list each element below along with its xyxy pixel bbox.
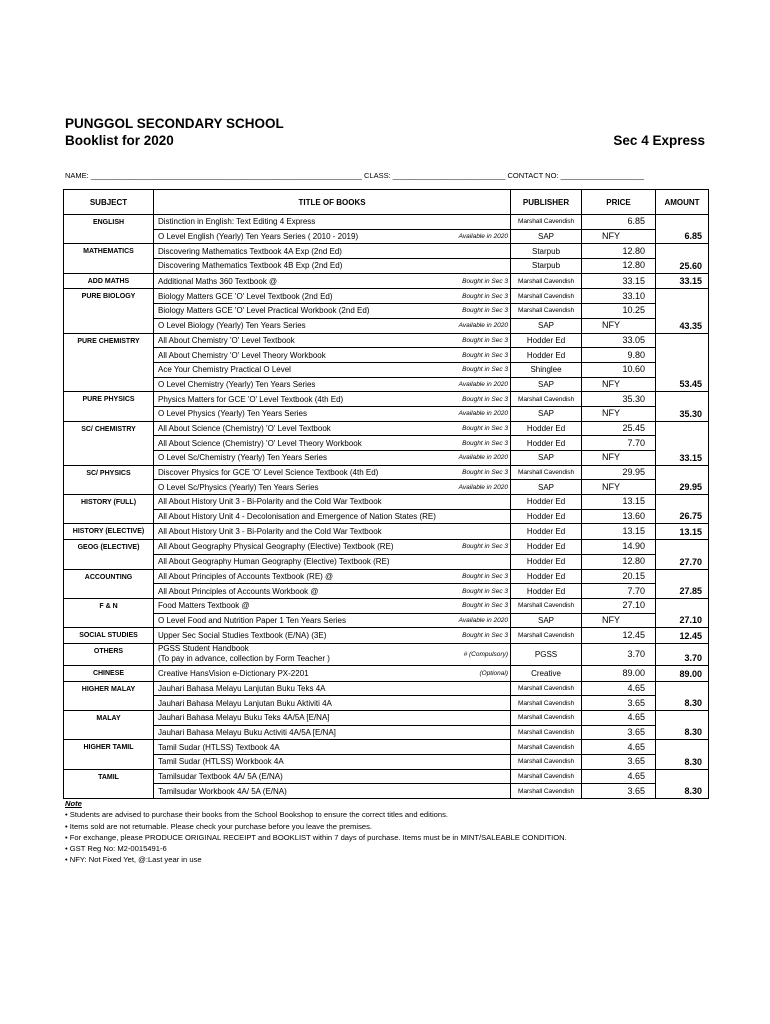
availability-note: (Optional): [441, 665, 511, 681]
subject-cell: ADD MATHS: [64, 273, 154, 289]
book-title: O Level Sc/Chemistry (Yearly) Ten Years Series: [154, 451, 441, 466]
amount-cell: 6.85: [656, 215, 709, 244]
price-cell: [582, 725, 656, 740]
price-cell: [582, 229, 656, 244]
price-value: NFY: [602, 452, 621, 463]
availability-note: [441, 711, 511, 726]
amount-cell: 8.30: [656, 769, 709, 798]
publisher-cell: Marshall Cavendish: [511, 304, 582, 319]
table-row: [64, 229, 709, 244]
table-row: [64, 524, 709, 540]
amount-cell: 8.30: [656, 681, 709, 710]
publisher-cell: SAP: [511, 406, 582, 421]
price-cell: [582, 681, 656, 696]
price-cell: [582, 569, 656, 584]
availability-note: [441, 755, 511, 770]
table-header-row: [64, 190, 709, 215]
table-row: [64, 628, 709, 644]
subject-cell: TAMIL: [64, 769, 154, 798]
publisher-cell: Marshall Cavendish: [511, 273, 582, 289]
publisher-cell: Marshall Cavendish: [511, 784, 582, 799]
book-title: O Level Food and Nutrition Paper 1 Ten Years Series: [154, 613, 441, 628]
table-row: [64, 244, 709, 259]
availability-note: [441, 509, 511, 524]
price-cell: [582, 784, 656, 799]
header-title: TITLE OF BOOKS: [154, 190, 511, 215]
availability-note: [441, 769, 511, 784]
availability-note: # (Compulsory): [441, 643, 511, 665]
table-row: [64, 451, 709, 466]
price-cell: [582, 289, 656, 304]
publisher-cell: Marshall Cavendish: [511, 681, 582, 696]
price-value: 12.80: [622, 260, 646, 271]
price-cell: [582, 333, 656, 348]
book-title: Tamilsudar Workbook 4A/ 5A (E/NA): [154, 784, 441, 799]
price-cell: [582, 628, 656, 644]
table-row: [64, 273, 709, 289]
price-value: NFY: [602, 408, 621, 419]
price-value: 10.60: [622, 364, 646, 375]
subject-cell: HIGHER TAMIL: [64, 740, 154, 769]
price-cell: [582, 244, 656, 259]
book-title: All About Principles of Accounts Workbook @: [154, 584, 441, 599]
book-title: All About Geography Physical Geography (Elective) Textbook (RE): [154, 540, 441, 555]
price-cell: [582, 362, 656, 377]
book-title: Tamil Sudar (HTLSS) Textbook 4A: [154, 740, 441, 755]
subject-cell: PURE BIOLOGY: [64, 289, 154, 333]
book-title: Discover Physics for GCE 'O' Level Science Textbook (4th Ed): [154, 465, 441, 480]
price-cell: [582, 318, 656, 333]
price-cell: [582, 304, 656, 319]
table-row: [64, 696, 709, 711]
price-value: 4.65: [627, 712, 646, 723]
subject-cell: PURE PHYSICS: [64, 392, 154, 421]
book-title-note-line: (To pay in advance, collection by Form Teacher ): [158, 654, 330, 664]
availability-note: [441, 696, 511, 711]
availability-note: Bought in Sec 3: [441, 421, 511, 436]
amount-cell: 26.75: [656, 495, 709, 524]
table-row: [64, 784, 709, 799]
publisher-cell: SAP: [511, 318, 582, 333]
price-value: 3.65: [627, 756, 646, 767]
price-value: 29.95: [622, 467, 646, 478]
table-row: [64, 755, 709, 770]
table-row: [64, 613, 709, 628]
publisher-cell: Marshall Cavendish: [511, 598, 582, 613]
price-value: 12.45: [622, 630, 646, 641]
publisher-cell: Hodder Ed: [511, 436, 582, 451]
book-title: Jauhari Bahasa Melayu Buku Activiti 4A/5A [E/NA]: [154, 725, 441, 740]
availability-note: Available in 2020: [441, 406, 511, 421]
price-value: 13.15: [622, 526, 646, 537]
price-cell: [582, 259, 656, 274]
table-row: [64, 495, 709, 510]
publisher-cell: Hodder Ed: [511, 554, 582, 569]
publisher-cell: Marshall Cavendish: [511, 725, 582, 740]
price-cell: [582, 465, 656, 480]
publisher-cell: Marshall Cavendish: [511, 711, 582, 726]
publisher-cell: SAP: [511, 377, 582, 392]
price-value: 14.90: [622, 541, 646, 552]
book-title: O Level Biology (Yearly) Ten Years Series: [154, 318, 441, 333]
availability-note: Available in 2020: [441, 318, 511, 333]
price-value: 33.10: [622, 290, 646, 301]
availability-note: Bought in Sec 3: [441, 436, 511, 451]
publisher-cell: SAP: [511, 229, 582, 244]
price-cell: [582, 755, 656, 770]
price-value: NFY: [602, 320, 621, 331]
publisher-cell: Hodder Ed: [511, 333, 582, 348]
book-title: Additional Maths 360 Textbook @: [154, 273, 441, 289]
publisher-cell: SAP: [511, 613, 582, 628]
publisher-cell: Marshall Cavendish: [511, 628, 582, 644]
amount-cell: 27.70: [656, 540, 709, 569]
price-cell: [582, 348, 656, 363]
price-cell: [582, 495, 656, 510]
book-title: Upper Sec Social Studies Textbook (E/NA) (3E): [154, 628, 441, 644]
note-item: • Students are advised to purchase their books from the School Bookshop to ensure the correct titles and editions.: [65, 810, 448, 820]
publisher-cell: Hodder Ed: [511, 421, 582, 436]
book-title: Tamil Sudar (HTLSS) Workbook 4A: [154, 755, 441, 770]
header-price: PRICE: [582, 190, 656, 215]
price-cell: [582, 406, 656, 421]
table-row: [64, 480, 709, 495]
subject-cell: MATHEMATICS: [64, 244, 154, 273]
publisher-cell: SAP: [511, 480, 582, 495]
amount-cell: 13.15: [656, 524, 709, 540]
price-value: NFY: [602, 378, 621, 389]
availability-note: Available in 2020: [441, 229, 511, 244]
table-row: [64, 540, 709, 555]
price-cell: [582, 554, 656, 569]
price-cell: [582, 740, 656, 755]
price-value: NFY: [602, 481, 621, 492]
subject-cell: SOCIAL STUDIES: [64, 628, 154, 644]
book-title: All About Geography Human Geography (Elective) Textbook (RE): [154, 554, 441, 569]
publisher-cell: Shinglee: [511, 362, 582, 377]
publisher-cell: Hodder Ed: [511, 348, 582, 363]
publisher-cell: Hodder Ed: [511, 524, 582, 540]
subject-cell: HIGHER MALAY: [64, 681, 154, 710]
availability-note: Available in 2020: [441, 377, 511, 392]
book-title: Ace Your Chemistry Practical O Level: [154, 362, 441, 377]
price-value: 89.00: [622, 667, 646, 678]
publisher-cell: Starpub: [511, 244, 582, 259]
price-cell: [582, 696, 656, 711]
amount-cell: 27.10: [656, 598, 709, 627]
book-title: Jauhari Bahasa Melayu Lanjutan Buku Teks 4A: [154, 681, 441, 696]
price-value: 13.15: [622, 496, 646, 507]
price-value: 3.65: [627, 785, 646, 796]
table-row: [64, 333, 709, 348]
price-value: 10.25: [622, 305, 646, 316]
publisher-cell: PGSS: [511, 643, 582, 665]
notes-section: [65, 798, 567, 866]
publisher-cell: Hodder Ed: [511, 509, 582, 524]
table-row: [64, 318, 709, 333]
table-body: [64, 215, 709, 799]
publisher-cell: Hodder Ed: [511, 495, 582, 510]
availability-note: Bought in Sec 3: [441, 392, 511, 407]
book-title: Discovering Mathematics Textbook 4B Exp (2nd Ed): [154, 259, 441, 274]
amount-cell: 43.35: [656, 289, 709, 333]
book-title: Food Matters Textbook @: [154, 598, 441, 613]
availability-note: Bought in Sec 3: [441, 289, 511, 304]
price-value: 9.80: [627, 349, 646, 360]
price-value: 25.45: [622, 422, 646, 433]
price-cell: [582, 643, 656, 665]
book-title: Creative HansVision e-Dictionary PX-2201: [154, 665, 441, 681]
availability-note: [441, 244, 511, 259]
price-value: 33.15: [622, 275, 646, 286]
book-title: All About History Unit 3 - Bi-Polarity and the Cold War Textbook: [154, 524, 441, 540]
table-row: [64, 406, 709, 421]
table-row: [64, 740, 709, 755]
availability-note: [441, 259, 511, 274]
table-row: [64, 725, 709, 740]
amount-cell: 8.30: [656, 711, 709, 740]
note-item: • GST Reg No: M2-0015491-6: [65, 844, 167, 854]
publisher-cell: Creative: [511, 665, 582, 681]
subject-cell: GEOG (ELECTIVE): [64, 540, 154, 569]
availability-note: Bought in Sec 3: [441, 333, 511, 348]
amount-cell: 27.85: [656, 569, 709, 598]
booklist-table: [63, 189, 709, 799]
publisher-cell: Hodder Ed: [511, 584, 582, 599]
price-value: 4.65: [627, 771, 646, 782]
price-cell: [582, 273, 656, 289]
table-row: [64, 769, 709, 784]
book-title: O Level Sc/Physics (Yearly) Ten Years Series: [154, 480, 441, 495]
price-value: 7.70: [627, 585, 646, 596]
subject-cell: F & N: [64, 598, 154, 627]
amount-cell: 33.15: [656, 273, 709, 289]
availability-note: Bought in Sec 3: [441, 348, 511, 363]
price-value: 7.70: [627, 437, 646, 448]
amount-cell: 35.30: [656, 392, 709, 421]
subject-cell: CHINESE: [64, 665, 154, 681]
table-row: [64, 377, 709, 392]
price-cell: [582, 377, 656, 392]
book-title: All About Chemistry 'O' Level Theory Workbook: [154, 348, 441, 363]
subject-cell: SC/ PHYSICS: [64, 465, 154, 494]
table-row: [64, 554, 709, 569]
price-value: 35.30: [622, 393, 646, 404]
book-title: Discovering Mathematics Textbook 4A Exp (2nd Ed): [154, 244, 441, 259]
note-item: • NFY: Not Fixed Yet, @:Last year in use: [65, 855, 202, 865]
price-value: 4.65: [627, 682, 646, 693]
availability-note: [441, 784, 511, 799]
price-cell: [582, 392, 656, 407]
amount-cell: 25.60: [656, 244, 709, 273]
table-row: [64, 421, 709, 436]
price-cell: [582, 613, 656, 628]
availability-note: [441, 725, 511, 740]
table-row: [64, 681, 709, 696]
publisher-cell: Starpub: [511, 259, 582, 274]
availability-note: [441, 215, 511, 230]
book-title: Biology Matters GCE 'O' Level Practical Workbook (2nd Ed): [154, 304, 441, 319]
amount-cell: 33.15: [656, 421, 709, 465]
availability-note: Available in 2020: [441, 480, 511, 495]
price-cell: [582, 598, 656, 613]
header-publisher: PUBLISHER: [511, 190, 582, 215]
header-amount: AMOUNT: [656, 190, 709, 215]
book-title: Tamilsudar Textbook 4A/ 5A (E/NA): [154, 769, 441, 784]
book-title: All About Principles of Accounts Textbook (RE) @: [154, 569, 441, 584]
table-row: [64, 584, 709, 599]
price-value: 33.05: [622, 334, 646, 345]
book-title-line: PGSS Student Handbook: [158, 644, 249, 654]
table-row: [64, 304, 709, 319]
school-name: PUNGGOL SECONDARY SCHOOL: [65, 116, 284, 131]
price-value: 3.65: [627, 727, 646, 738]
publisher-cell: Hodder Ed: [511, 569, 582, 584]
availability-note: [441, 524, 511, 540]
availability-note: Bought in Sec 3: [441, 540, 511, 555]
availability-note: Bought in Sec 3: [441, 273, 511, 289]
price-cell: [582, 711, 656, 726]
book-title: O Level English (Yearly) Ten Years Series ( 2010 - 2019): [154, 229, 441, 244]
availability-note: Bought in Sec 3: [441, 598, 511, 613]
price-value: 20.15: [622, 570, 646, 581]
publisher-cell: SAP: [511, 451, 582, 466]
price-cell: [582, 421, 656, 436]
availability-note: Bought in Sec 3: [441, 584, 511, 599]
publisher-cell: Marshall Cavendish: [511, 696, 582, 711]
table-row: [64, 259, 709, 274]
price-cell: [582, 524, 656, 540]
price-cell: [582, 451, 656, 466]
subject-cell: HISTORY (FULL): [64, 495, 154, 524]
notes-heading: Note: [65, 799, 82, 808]
price-cell: [582, 215, 656, 230]
book-title: O Level Physics (Yearly) Ten Years Series: [154, 406, 441, 421]
subject-cell: ENGLISH: [64, 215, 154, 244]
publisher-cell: Marshall Cavendish: [511, 740, 582, 755]
book-title: Distinction in English: Text Editing 4 Express: [154, 215, 441, 230]
note-item: • Items sold are not returnable. Please check your purchase before you leave the premises.: [65, 821, 372, 831]
table-row: [64, 289, 709, 304]
table-row: [64, 711, 709, 726]
table-row: [64, 465, 709, 480]
subject-cell: SC/ CHEMISTRY: [64, 421, 154, 465]
booklist-title: Booklist for 2020: [65, 133, 174, 148]
amount-cell: 53.45: [656, 333, 709, 392]
book-title: [154, 643, 441, 665]
availability-note: [441, 495, 511, 510]
table-row: [64, 215, 709, 230]
book-title: All About History Unit 4 - Decolonisation and Emergence of Nation States (RE): [154, 509, 441, 524]
price-cell: [582, 436, 656, 451]
availability-note: Bought in Sec 3: [441, 304, 511, 319]
table-row: [64, 569, 709, 584]
header-subject: SUBJECT: [64, 190, 154, 215]
table-row: [64, 348, 709, 363]
price-value: NFY: [602, 231, 621, 242]
student-fields-line: NAME: _________________________________________________________________ CLASS: ___________________________ CONTACT NO: ____________________: [65, 171, 644, 180]
book-title: All About Chemistry 'O' Level Textbook: [154, 333, 441, 348]
subject-cell: MALAY: [64, 711, 154, 740]
availability-note: Available in 2020: [441, 451, 511, 466]
subject-cell: OTHERS: [64, 643, 154, 665]
availability-note: Available in 2020: [441, 613, 511, 628]
publisher-cell: Marshall Cavendish: [511, 215, 582, 230]
price-value: 3.65: [627, 697, 646, 708]
amount-cell: 3.70: [656, 643, 709, 665]
publisher-cell: Marshall Cavendish: [511, 392, 582, 407]
subject-cell: PURE CHEMISTRY: [64, 333, 154, 392]
publisher-cell: Marshall Cavendish: [511, 465, 582, 480]
level-label: Sec 4 Express: [613, 133, 705, 148]
publisher-cell: Marshall Cavendish: [511, 289, 582, 304]
book-title: All About History Unit 3 - Bi-Polarity and the Cold War Textbook: [154, 495, 441, 510]
subject-cell: ACCOUNTING: [64, 569, 154, 598]
subject-cell: HISTORY (ELECTIVE): [64, 524, 154, 540]
price-value: 12.80: [622, 245, 646, 256]
table-row: [64, 643, 709, 665]
availability-note: Bought in Sec 3: [441, 465, 511, 480]
availability-note: Bought in Sec 3: [441, 362, 511, 377]
price-value: 3.70: [627, 648, 646, 659]
price-value: 4.65: [627, 741, 646, 752]
table-row: [64, 665, 709, 681]
book-title: Jauhari Bahasa Melayu Buku Teks 4A/5A [E/NA]: [154, 711, 441, 726]
table-row: [64, 598, 709, 613]
price-value: 6.85: [627, 216, 646, 227]
price-cell: [582, 584, 656, 599]
availability-note: Bought in Sec 3: [441, 628, 511, 644]
publisher-cell: Hodder Ed: [511, 540, 582, 555]
availability-note: [441, 740, 511, 755]
table-row: [64, 436, 709, 451]
availability-note: [441, 554, 511, 569]
price-cell: [582, 480, 656, 495]
price-cell: [582, 665, 656, 681]
publisher-cell: Marshall Cavendish: [511, 755, 582, 770]
amount-cell: 89.00: [656, 665, 709, 681]
availability-note: Bought in Sec 3: [441, 569, 511, 584]
note-item: • For exchange, please PRODUCE ORIGINAL RECEIPT and BOOKLIST within 7 days of purchase. Items must be in MINT/SALEABLE CONDITION.: [65, 832, 567, 842]
book-title: All About Science (Chemistry) 'O' Level Theory Workbook: [154, 436, 441, 451]
price-value: 27.10: [622, 600, 646, 611]
price-value: 13.60: [622, 511, 646, 522]
price-value: 12.80: [622, 556, 646, 567]
book-title: O Level Chemistry (Yearly) Ten Years Series: [154, 377, 441, 392]
table-row: [64, 392, 709, 407]
price-cell: [582, 540, 656, 555]
price-cell: [582, 509, 656, 524]
publisher-cell: Marshall Cavendish: [511, 769, 582, 784]
availability-note: [441, 681, 511, 696]
book-title: All About Science (Chemistry) 'O' Level Textbook: [154, 421, 441, 436]
table-row: [64, 509, 709, 524]
amount-cell: 8.30: [656, 740, 709, 769]
book-title: Biology Matters GCE 'O' Level Textbook (2nd Ed): [154, 289, 441, 304]
price-value: NFY: [602, 614, 621, 625]
book-title: Jauhari Bahasa Melayu Lanjutan Buku Aktiviti 4A: [154, 696, 441, 711]
amount-cell: 29.95: [656, 465, 709, 494]
table-row: [64, 362, 709, 377]
price-cell: [582, 769, 656, 784]
amount-cell: 12.45: [656, 628, 709, 644]
book-title: Physics Matters for GCE 'O' Level Textbook (4th Ed): [154, 392, 441, 407]
